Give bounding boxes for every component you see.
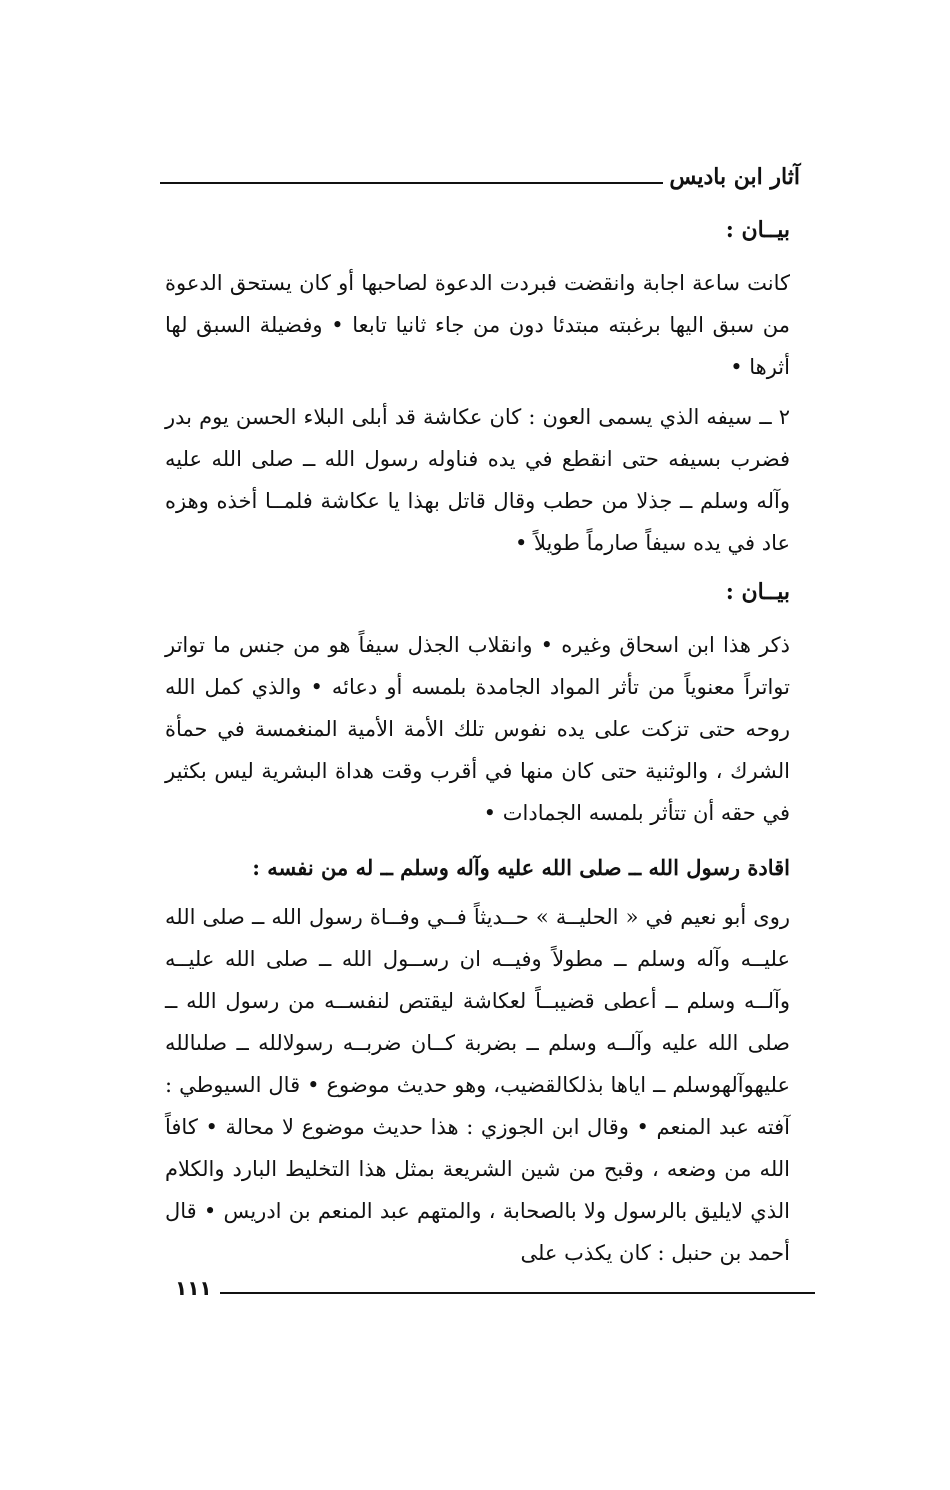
running-title: آثار ابن باديس — [669, 164, 800, 190]
section-heading-bayan-2: بيــان : — [725, 579, 790, 605]
section-heading-bayan-1: بيــان : — [725, 217, 790, 243]
paragraph: ٢ ــ سيفه الذي يسمى العون : كان عكاشة قد أبلى البلاء الحسن يوم بدر فضرب بسيفه حتى انقطع في يده فناوله رسول الله ــ صلى الله عليه وآله وسلم ــ جذلا من حطب وقال قاتل بهذا يا عكاشة فلمــا أخذه وهزه عاد في يده سيفاً صارماً طويلاً • — [165, 405, 790, 555]
paragraph: كانت ساعة اجابة وانقضت فبردت الدعوة لصاحبها أو كان يستحق الدعوة من سبق اليها برغبته مبتدئا دون من جاء ثانيا تابعا • وفضيلة السبق لها أثرها • — [165, 271, 790, 379]
page-number: ١١١ — [175, 1276, 212, 1300]
section-heading-iqada: اقادة رسول الله ــ صلى الله عليه وآله وسلم ــ له من نفسه : — [252, 855, 790, 880]
running-header — [160, 150, 800, 190]
paragraph: روى أبو نعيم في « الحليــة » حــديثاً فــي وفــاة رسول الله ــ صلى الله عليــه وآله وسلم ــ مطولاً وفيــه ان رســول الله ــ صلى الله عليــه وآلــه وسلم ــ أعطى قضيبــاً لعكاشة ليقتص لنفســه من رسول الله ــ صلى الله عليه وآلــه وسلم ــ بضربة كــان ضربــه رسولالله ــ صلىالله عليهوآلهوسلم ــ اياها بذلكالقضيب، وهو حديث موضوع • قال السيوطي : آفته عبد المنعم • وقال ابن الجوزي : هذا حديث موضوع لا محالة • كافاً الله من وضعه ، وقبح من شين الشريعة بمثل هذا التخليط البارد والكلام الذي لايليق بالرسول ولا بالصحابة ، والمتهم عبد المنعم بن ادريس • قال أحمد بن حنبل : كان يكذب على — [165, 905, 790, 1265]
body-text — [165, 210, 790, 1282]
page-footer — [175, 1270, 815, 1300]
footer-rule — [220, 1292, 815, 1294]
header-rule — [160, 182, 663, 184]
paragraph: ذكر هذا ابن اسحاق وغيره • وانقلاب الجذل سيفاً هو من جنس ما تواتر تواتراً معنوياً من تأثر المواد الجامدة بلمسه أو دعائه • والذي كمل الله روحه حتى تزكت على يده نفوس تلك الأمة الأمية المنغمسة في حمأة الشرك ، والوثنية حتى كان منها في أقرب وقت هداة البشرية ليس بكثير في حقه أن تتأثر بلمسه الجمادات • — [165, 633, 790, 825]
